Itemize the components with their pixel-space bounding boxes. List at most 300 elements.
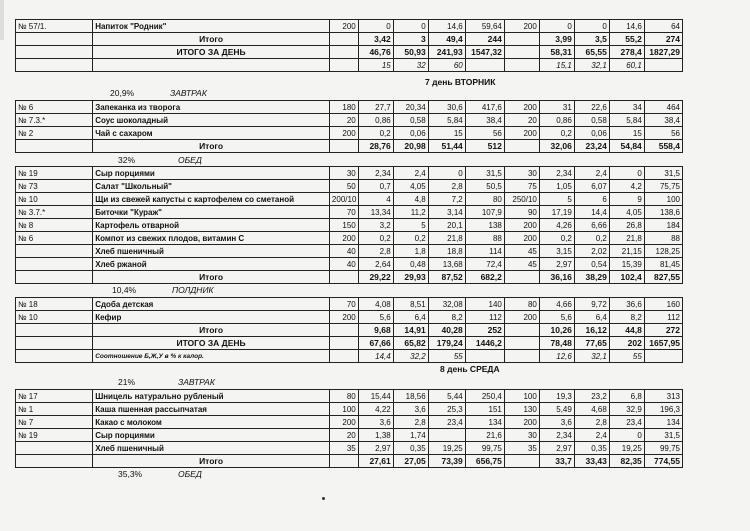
cell-dish: Итого (93, 271, 330, 284)
cell-value: 88 (465, 232, 504, 245)
cell-value: 21,8 (428, 232, 465, 245)
cell-value: 202 (609, 337, 644, 350)
cell-value: 14,91 (393, 324, 428, 337)
cell-value: 4,22 (358, 403, 393, 416)
cell-value: 75 (504, 180, 539, 193)
table-row (16, 219, 683, 232)
cell-value: 32 (393, 59, 428, 72)
cell-dish: Напиток "Родник" (93, 20, 330, 33)
cell-value: 278,4 (609, 46, 644, 59)
cell-value: 5 (393, 219, 428, 232)
cell-value: 4,05 (609, 206, 644, 219)
cell-value: 2,4 (574, 429, 609, 442)
cell-value: 35 (504, 442, 539, 455)
cell-value: 16,12 (574, 324, 609, 337)
cell-dish: Хлеб пшеничный (93, 245, 330, 258)
cell-value: 512 (465, 140, 504, 153)
cell-value: 200 (504, 101, 539, 114)
d8-lunch-title: ОБЕД (178, 469, 202, 479)
cell-value: 31,5 (644, 167, 682, 180)
cell-value: 19,25 (428, 442, 465, 455)
cell-value: 2,4 (393, 167, 428, 180)
table-row (16, 455, 683, 468)
table-row (16, 350, 683, 363)
cell-value: 180 (329, 101, 358, 114)
table-row (16, 429, 683, 442)
cell-value: 7,2 (428, 193, 465, 206)
cell-value: 200 (504, 416, 539, 429)
cell-dish: Каша пшенная рассыпчатая (93, 403, 330, 416)
cell-value: 2,8 (358, 245, 393, 258)
cell-code: № 18 (16, 298, 93, 311)
table-d7-lunch (15, 166, 683, 284)
cell-value: 100 (644, 193, 682, 206)
cell-value: 4,2 (609, 180, 644, 193)
d8-breakfast-header (118, 377, 215, 387)
cell-value (465, 350, 504, 363)
cell-value: 6,4 (393, 311, 428, 324)
cell-value (329, 46, 358, 59)
cell-value: 55,2 (609, 33, 644, 46)
cell-value: 0,86 (358, 114, 393, 127)
table-row (16, 114, 683, 127)
cell-value (504, 455, 539, 468)
cell-value (329, 140, 358, 153)
cell-value: 20,1 (428, 219, 465, 232)
cell-value: 13,34 (358, 206, 393, 219)
cell-value: 200 (329, 416, 358, 429)
table-row (16, 442, 683, 455)
cell-value: 15 (609, 127, 644, 140)
cell-value: 3,99 (539, 33, 574, 46)
cell-value: 60,1 (609, 59, 644, 72)
cell-dish: Щи из свежей капусты с картофелем со сметаной (93, 193, 330, 206)
cell-value: 49,4 (428, 33, 465, 46)
cell-value (504, 33, 539, 46)
cell-value: 464 (644, 101, 682, 114)
cell-value: 4,05 (393, 180, 428, 193)
cell-value: 38,29 (574, 271, 609, 284)
cell-value: 138 (465, 219, 504, 232)
cell-value (428, 429, 465, 442)
cell-value: 3,6 (358, 416, 393, 429)
cell-value: 3 (393, 33, 428, 46)
cell-dish: Сыр порциями (93, 167, 330, 180)
cell-value: 112 (644, 311, 682, 324)
cell-value: 200 (504, 20, 539, 33)
d7-breakfast-header (110, 88, 207, 98)
cell-code: № 8 (16, 219, 93, 232)
cell-code (16, 337, 93, 350)
cell-value: 36,16 (539, 271, 574, 284)
cell-value: 150 (329, 219, 358, 232)
cell-value: 0,06 (574, 127, 609, 140)
cell-value: 27,7 (358, 101, 393, 114)
d7-snack-title: ПОЛДНИК (172, 285, 214, 295)
cell-value: 26,8 (609, 219, 644, 232)
cell-value: 6,66 (574, 219, 609, 232)
cell-value: 5,6 (539, 311, 574, 324)
cell-code (16, 59, 93, 72)
cell-value: 18,56 (393, 390, 428, 403)
cell-value: 21,8 (609, 232, 644, 245)
cell-value: 80 (504, 298, 539, 311)
table-row (16, 403, 683, 416)
cell-value: 40 (329, 245, 358, 258)
cell-value: 34 (609, 101, 644, 114)
cell-value: 3,14 (428, 206, 465, 219)
cell-value: 5,44 (428, 390, 465, 403)
d7-lunch-pct: 32% (118, 155, 136, 165)
cell-value: 50 (329, 180, 358, 193)
cell-dish: Компот из свежих плодов, витамин С (93, 232, 330, 245)
cell-value: 60 (428, 59, 465, 72)
cell-value: 82,35 (609, 455, 644, 468)
cell-value: 160 (644, 298, 682, 311)
cell-value: 45 (504, 245, 539, 258)
table-row (16, 59, 683, 72)
cell-value: 99,75 (465, 442, 504, 455)
table-row (16, 232, 683, 245)
cell-value: 18,8 (428, 245, 465, 258)
cell-value: 29,93 (393, 271, 428, 284)
cell-dish: Кефир (93, 311, 330, 324)
cell-value (329, 337, 358, 350)
cell-value: 23,24 (574, 140, 609, 153)
cell-value: 3,6 (393, 403, 428, 416)
scan-edge (0, 0, 4, 40)
cell-dish: Итого (93, 324, 330, 337)
cell-value: 59,64 (465, 20, 504, 33)
cell-value: 77,65 (574, 337, 609, 350)
cell-value: 2,34 (539, 429, 574, 442)
cell-value: 15,39 (609, 258, 644, 271)
cell-value: 29,22 (358, 271, 393, 284)
cell-value: 151 (465, 403, 504, 416)
cell-value: 200 (329, 127, 358, 140)
cell-dish: Соус шоколадный (93, 114, 330, 127)
cell-value: 138,6 (644, 206, 682, 219)
cell-value: 20,34 (393, 101, 428, 114)
cell-value: 0,06 (393, 127, 428, 140)
cell-value: 78,48 (539, 337, 574, 350)
cell-value: 5,84 (428, 114, 465, 127)
cell-code: № 7 (16, 416, 93, 429)
cell-value: 8,2 (428, 311, 465, 324)
cell-value (504, 337, 539, 350)
cell-value: 0 (609, 429, 644, 442)
table-row (16, 46, 683, 59)
cell-value: 0,2 (393, 232, 428, 245)
cell-value: 81,45 (644, 258, 682, 271)
cell-code: № 57/1. (16, 20, 93, 33)
cell-value: 87,52 (428, 271, 465, 284)
cell-value: 23,4 (609, 416, 644, 429)
cell-value: 12,6 (539, 350, 574, 363)
cell-value: 51,44 (428, 140, 465, 153)
cell-value: 4,08 (358, 298, 393, 311)
cell-dish: Какао с молоком (93, 416, 330, 429)
cell-value: 27,05 (393, 455, 428, 468)
cell-value: 1657,95 (644, 337, 682, 350)
cell-value: 2,4 (574, 167, 609, 180)
cell-value: 50,93 (393, 46, 428, 59)
cell-value: 32,2 (393, 350, 428, 363)
d7-snack-header (112, 285, 214, 295)
table-row (16, 258, 683, 271)
cell-value: 73,39 (428, 455, 465, 468)
table-d7-breakfast (15, 100, 683, 153)
cell-value: 20 (504, 114, 539, 127)
cell-value: 6,07 (574, 180, 609, 193)
cell-dish: Чай с сахаром (93, 127, 330, 140)
cell-value: 1,74 (393, 429, 428, 442)
cell-value: 0,48 (393, 258, 428, 271)
cell-dish: ИТОГО ЗА ДЕНЬ (93, 337, 330, 350)
cell-value: 55 (609, 350, 644, 363)
cell-value: 55 (428, 350, 465, 363)
cell-value: 75,75 (644, 180, 682, 193)
cell-value: 58,31 (539, 46, 574, 59)
cell-value: 4,68 (574, 403, 609, 416)
cell-value: 27,61 (358, 455, 393, 468)
cell-value: 88 (644, 232, 682, 245)
cell-value: 250/10 (504, 193, 539, 206)
cell-value: 36,6 (609, 298, 644, 311)
cell-value: 0 (428, 167, 465, 180)
cell-value: 20,98 (393, 140, 428, 153)
cell-value: 11,2 (393, 206, 428, 219)
cell-value: 30 (504, 429, 539, 442)
table-top (15, 19, 683, 72)
cell-value (504, 271, 539, 284)
cell-code (16, 258, 93, 271)
cell-code: № 3.7.* (16, 206, 93, 219)
cell-value: 6,4 (574, 311, 609, 324)
cell-dish: Запеканка из творога (93, 101, 330, 114)
cell-value (504, 59, 539, 72)
cell-value: 2,8 (393, 416, 428, 429)
cell-dish: Сдоба детская (93, 298, 330, 311)
table-row (16, 193, 683, 206)
cell-value: 80 (329, 390, 358, 403)
cell-value: 6 (574, 193, 609, 206)
cell-value: 112 (465, 311, 504, 324)
cell-value (504, 140, 539, 153)
d8-lunch-pct: 35,3% (118, 469, 143, 479)
cell-value: 56 (465, 127, 504, 140)
cell-value: 50,5 (465, 180, 504, 193)
cell-value: 23,2 (574, 390, 609, 403)
cell-value: 827,55 (644, 271, 682, 284)
scan-dot (322, 497, 325, 500)
cell-value: 2,97 (358, 442, 393, 455)
cell-value: 313 (644, 390, 682, 403)
cell-value: 0 (539, 20, 574, 33)
cell-value: 114 (465, 245, 504, 258)
cell-code: № 17 (16, 390, 93, 403)
table-row (16, 298, 683, 311)
cell-value: 19,3 (539, 390, 574, 403)
cell-value: 20 (329, 429, 358, 442)
cell-value: 200 (504, 311, 539, 324)
cell-dish: Хлеб пшеничный (93, 442, 330, 455)
cell-value (329, 271, 358, 284)
cell-value: 45 (504, 258, 539, 271)
cell-value: 21,15 (609, 245, 644, 258)
cell-value: 30,6 (428, 101, 465, 114)
cell-value: 15 (428, 127, 465, 140)
table-d7-snack (15, 297, 683, 363)
cell-value (329, 455, 358, 468)
cell-value: 0,2 (358, 232, 393, 245)
cell-value: 2,34 (358, 167, 393, 180)
cell-value: 30 (329, 167, 358, 180)
table-row (16, 167, 683, 180)
cell-value: 4,26 (539, 219, 574, 232)
table-row (16, 33, 683, 46)
cell-value: 774,55 (644, 455, 682, 468)
cell-value: 32,9 (609, 403, 644, 416)
cell-value: 14,4 (574, 206, 609, 219)
cell-value: 10,26 (539, 324, 574, 337)
cell-dish: Салат "Школьный" (93, 180, 330, 193)
cell-value: 80 (465, 193, 504, 206)
cell-value: 13,68 (428, 258, 465, 271)
cell-value (329, 324, 358, 337)
table-row (16, 324, 683, 337)
cell-value: 15,44 (358, 390, 393, 403)
cell-value: 2,97 (539, 258, 574, 271)
table-row (16, 311, 683, 324)
cell-code (16, 455, 93, 468)
cell-value: 14,6 (428, 20, 465, 33)
cell-value: 5,49 (539, 403, 574, 416)
d8-breakfast-pct: 21% (118, 377, 136, 387)
cell-value: 65,82 (393, 337, 428, 350)
cell-value: 2,8 (574, 416, 609, 429)
cell-value: 200 (504, 219, 539, 232)
cell-value: 2,97 (539, 442, 574, 455)
cell-value: 32,06 (539, 140, 574, 153)
cell-value: 134 (644, 416, 682, 429)
cell-code: № 10 (16, 311, 93, 324)
cell-value: 0,2 (539, 232, 574, 245)
cell-code (16, 46, 93, 59)
table-row (16, 127, 683, 140)
cell-value: 200 (329, 20, 358, 33)
cell-value: 28,76 (358, 140, 393, 153)
cell-value (504, 324, 539, 337)
cell-code: № 6 (16, 101, 93, 114)
cell-value: 0,58 (393, 114, 428, 127)
cell-value: 2,34 (539, 167, 574, 180)
cell-code: № 19 (16, 429, 93, 442)
cell-value: 0 (609, 167, 644, 180)
cell-value: 241,93 (428, 46, 465, 59)
cell-value: 56 (644, 127, 682, 140)
cell-value: 179,24 (428, 337, 465, 350)
cell-value: 0 (358, 20, 393, 33)
cell-value: 0,86 (539, 114, 574, 127)
cell-code (16, 324, 93, 337)
cell-value: 244 (465, 33, 504, 46)
table-row (16, 180, 683, 193)
cell-value: 200/10 (329, 193, 358, 206)
cell-value: 15,1 (539, 59, 574, 72)
cell-value: 107,9 (465, 206, 504, 219)
cell-value: 31,5 (644, 429, 682, 442)
cell-value: 200 (504, 232, 539, 245)
cell-value: 44,8 (609, 324, 644, 337)
cell-value: 65,55 (574, 46, 609, 59)
cell-value: 70 (329, 206, 358, 219)
cell-value: 32,08 (428, 298, 465, 311)
cell-value: 22,6 (574, 101, 609, 114)
cell-value: 558,4 (644, 140, 682, 153)
cell-value: 2,8 (428, 180, 465, 193)
cell-value: 6,8 (609, 390, 644, 403)
cell-value: 20 (329, 114, 358, 127)
cell-value: 5,6 (358, 311, 393, 324)
cell-code: № 7.3.* (16, 114, 93, 127)
cell-value (465, 59, 504, 72)
cell-value: 196,3 (644, 403, 682, 416)
cell-value: 1827,29 (644, 46, 682, 59)
table-row (16, 271, 683, 284)
cell-value: 3,15 (539, 245, 574, 258)
cell-value: 38,4 (465, 114, 504, 127)
cell-value: 4,66 (539, 298, 574, 311)
cell-dish: Картофель отварной (93, 219, 330, 232)
cell-value: 33,43 (574, 455, 609, 468)
cell-value: 38,4 (644, 114, 682, 127)
cell-value (329, 350, 358, 363)
cell-value: 252 (465, 324, 504, 337)
cell-value: 0,35 (574, 442, 609, 455)
cell-value: 1446,2 (465, 337, 504, 350)
table-row (16, 206, 683, 219)
cell-value: 32,1 (574, 59, 609, 72)
cell-value: 102,4 (609, 271, 644, 284)
day8-title: 8 день СРЕДА (440, 364, 500, 374)
cell-code: № 2 (16, 127, 93, 140)
cell-value: 100 (329, 403, 358, 416)
cell-value: 134 (465, 416, 504, 429)
cell-value: 17,19 (539, 206, 574, 219)
cell-value: 64 (644, 20, 682, 33)
d8-lunch-header (118, 469, 202, 479)
d7-snack-pct: 10,4% (112, 285, 137, 295)
cell-code (16, 140, 93, 153)
table-row (16, 20, 683, 33)
cell-value: 0,54 (574, 258, 609, 271)
cell-value: 200 (329, 232, 358, 245)
cell-value: 9,72 (574, 298, 609, 311)
cell-value: 140 (465, 298, 504, 311)
cell-value: 1,05 (539, 180, 574, 193)
cell-value: 0,35 (393, 442, 428, 455)
cell-value: 90 (504, 206, 539, 219)
cell-value: 9,68 (358, 324, 393, 337)
cell-code (16, 442, 93, 455)
cell-value: 3,5 (574, 33, 609, 46)
d7-lunch-title: ОБЕД (178, 155, 202, 165)
cell-dish: Соотношение Б,Ж,У в % к калор. (93, 350, 330, 363)
table-row (16, 101, 683, 114)
cell-code: № 19 (16, 167, 93, 180)
day7-title: 7 день ВТОРНИК (425, 77, 496, 87)
